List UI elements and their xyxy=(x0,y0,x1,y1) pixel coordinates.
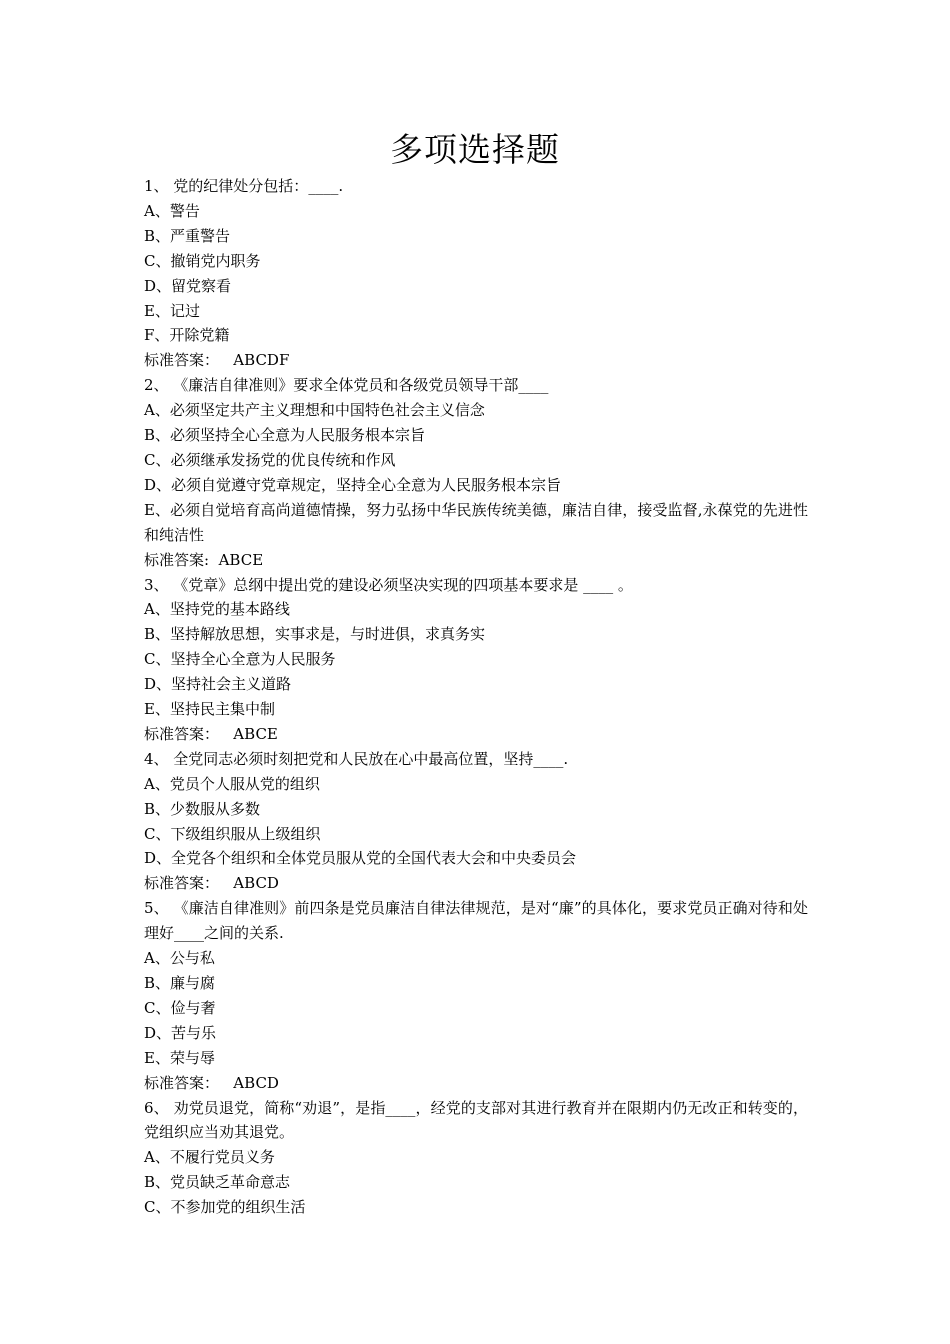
answer-option: A、警告 xyxy=(144,201,200,220)
answer-option: C、下级组织服从上级组织 xyxy=(144,824,321,843)
answer-option: D、必须自觉遵守党章规定，坚持全心全意为人民服务根本宗旨 xyxy=(144,475,562,494)
answer-option: A、公与私 xyxy=(144,949,215,968)
question-stem: 2、 《廉洁自律准则》要求全体党员和各级党员领导干部____ xyxy=(144,376,549,395)
answer-option: E、必须自觉培育高尚道德情操，努力弘扬中华民族传统美德，廉洁自律，接受监督,永葆党的先进性和纯洁性 xyxy=(144,500,808,544)
question-6 xyxy=(144,1096,808,1221)
standard-answer: 标准答案: ABCE xyxy=(144,550,264,569)
standard-answer: 标准答案： ABCE xyxy=(144,724,278,743)
answer-option: B、必须坚持全心全意为人民服务根本宗旨 xyxy=(144,426,426,445)
answer-option: B、廉与腐 xyxy=(144,974,216,992)
question-1 xyxy=(144,174,808,373)
answer-option: D、坚持社会主义道路 xyxy=(144,675,292,694)
answer-option: A、党员个人服从党的组织 xyxy=(144,774,320,793)
answer-option: C、俭与奢 xyxy=(144,998,216,1017)
standard-answer: 标准答案： ABCDF xyxy=(144,351,290,370)
answer-option: E、坚持民主集中制 xyxy=(144,700,275,719)
question-2 xyxy=(144,373,808,572)
answer-option: C、坚持全心全意为人民服务 xyxy=(144,650,336,669)
answer-option: F、开除党籍 xyxy=(144,326,230,345)
answer-option: C、撤销党内职务 xyxy=(144,251,261,270)
answer-option: A、不履行党员义务 xyxy=(144,1148,275,1167)
answer-option: A、坚持党的基本路线 xyxy=(144,600,290,619)
answer-option: B、严重警告 xyxy=(144,226,231,245)
answer-option: B、党员缺乏革命意志 xyxy=(144,1173,291,1192)
answer-option: A、必须坚定共产主义理想和中国特色社会主义信念 xyxy=(144,401,485,420)
answer-option: C、不参加党的组织生活 xyxy=(144,1198,306,1217)
standard-answer: 标准答案： ABCD xyxy=(144,874,279,893)
answer-option: B、坚持解放思想，实事求是，与时进俱，求真务实 xyxy=(144,625,486,644)
answer-option: D、苦与乐 xyxy=(144,1023,217,1042)
answer-option: B、少数服从多数 xyxy=(144,799,261,818)
question-stem: 5、 《廉洁自律准则》前四条是党员廉洁自律法律规范，是对“廉”的具体化，要求党员正确对待和处理好____之间的关系. xyxy=(144,899,808,943)
question-stem: 1、 党的纪律处分包括：____. xyxy=(144,177,344,195)
question-list xyxy=(144,174,808,1220)
question-stem: 6、 劝党员退党，简称“劝退”，是指____，经党的支部对其进行教育并在限期内仍无改正和转变的，党组织应当劝其退党。 xyxy=(144,1098,808,1142)
question-4 xyxy=(144,747,808,896)
standard-answer: 标准答案： ABCD xyxy=(144,1073,279,1092)
question-3 xyxy=(144,573,808,747)
document-title: 多项选择题 xyxy=(390,130,560,169)
question-5 xyxy=(144,896,808,1095)
question-stem: 3、 《党章》总纲中提出党的建设必须坚决实现的四项基本要求是 ____ 。 xyxy=(144,575,633,594)
answer-option: E、荣与辱 xyxy=(144,1048,215,1067)
answer-option: D、留党察看 xyxy=(144,276,232,295)
question-stem: 4、 全党同志必须时刻把党和人民放在心中最高位置，坚持____. xyxy=(144,749,569,768)
answer-option: E、记过 xyxy=(144,301,200,320)
answer-option: D、全党各个组织和全体党员服从党的全国代表大会和中央委员会 xyxy=(144,849,577,868)
answer-option: C、必须继承发扬党的优良传统和作风 xyxy=(144,450,396,469)
